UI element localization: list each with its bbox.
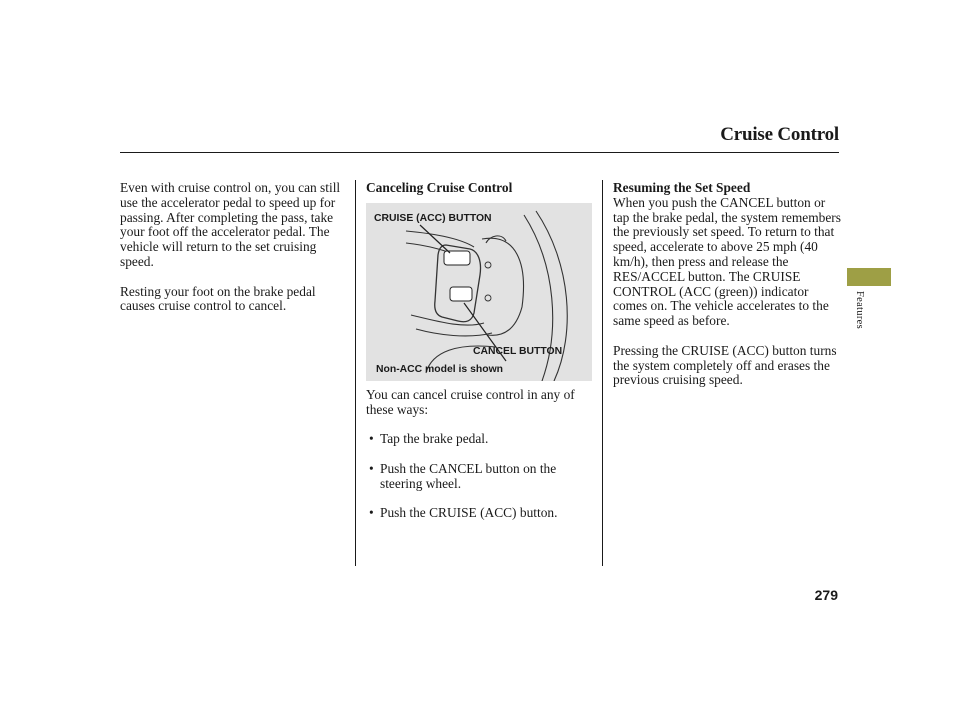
list-item	[366, 506, 594, 521]
list-item-text: Push the CANCEL button on the steering wheel.	[380, 460, 557, 491]
cancel-methods-list	[366, 432, 594, 521]
leader-line-cruise	[420, 225, 450, 253]
section-label: Features	[854, 291, 865, 329]
column-1	[120, 181, 348, 329]
figure-caption: Non-ACC model is shown	[376, 363, 503, 375]
bullet: •	[369, 460, 374, 476]
list-item	[366, 432, 594, 447]
paragraph: Pressing the CRUISE (ACC) button turns the system completely off and erases the previous cruising speed.	[613, 342, 837, 388]
column-3	[613, 181, 841, 403]
bullet: •	[369, 431, 374, 447]
paragraph: Resting your foot on the brake pedal causes cruise control to cancel.	[120, 283, 316, 314]
paragraph: Even with cruise control on, you can still use the accelerator pedal to speed up for passing. After completing the pass, take your foot off the accelerator pedal. The vehicle will return to the set cruising speed.	[120, 180, 341, 269]
column-divider-1	[355, 180, 356, 566]
section-heading-resuming: Resuming the Set Speed	[613, 180, 751, 195]
paragraph: When you push the CANCEL button or tap the brake pedal, the system remembers the previously set speed. To return to that speed, accelerate to above 25 mph (40 km/h), then press and release the RES/ACCEL button. The CRUISE CONTROL (ACC (green)) indicator comes on. The vehicle accelerates to the same speed as before.	[613, 194, 841, 329]
cruise-acc-button-label: CRUISE (ACC) BUTTON	[374, 212, 492, 224]
section-heading-canceling: Canceling Cruise Control	[366, 180, 513, 195]
cancel-button-label: CANCEL BUTTON	[473, 345, 563, 357]
list-item-text: Tap the brake pedal.	[380, 431, 489, 447]
cancel-button-shape	[450, 287, 472, 301]
list-item-text: Push the CRUISE (ACC) button.	[380, 505, 558, 521]
paragraph: You can cancel cruise control in any of these ways:	[366, 386, 575, 417]
steering-wheel-figure	[366, 203, 592, 381]
bullet: •	[369, 505, 374, 521]
list-item	[366, 462, 594, 492]
section-tab	[847, 268, 891, 286]
page-number: 279	[814, 587, 838, 603]
title-rule	[120, 152, 839, 153]
column-2	[366, 181, 594, 536]
column-divider-2	[602, 180, 603, 566]
cruise-acc-button-shape	[444, 251, 470, 265]
page-title: Cruise Control	[720, 124, 839, 145]
